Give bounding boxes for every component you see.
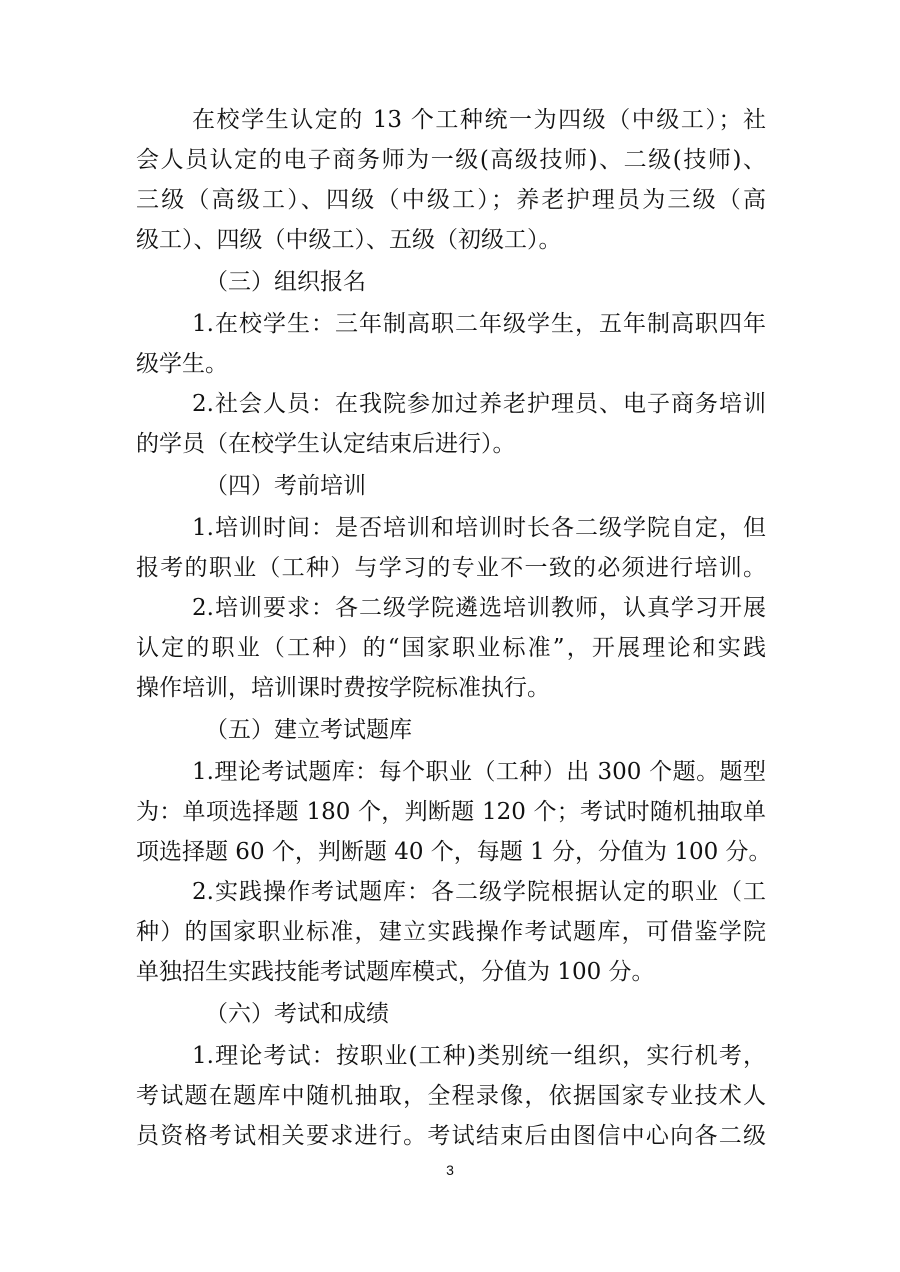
section-heading-6: （六）考试和成绩 xyxy=(205,1001,389,1027)
paragraph-7-line-1: 2.实践操作考试题库：各二级学院根据认定的职业（工 xyxy=(192,879,766,905)
paragraph-5-line-1: 2.培训要求：各二级学院遴选培训教师，认真学习开展 xyxy=(192,595,766,621)
paragraph-3-line-2: 的学员（在校学生认定结束后进行）。 xyxy=(136,431,516,457)
paragraph-8-line-1: 1.理论考试：按职业(工种)类别统一组织，实行机考， xyxy=(192,1043,766,1069)
section-heading-3: （三）组织报名 xyxy=(205,269,366,295)
paragraph-7-line-2: 种）的国家职业标准，建立实践操作考试题库，可借鉴学院 xyxy=(136,919,766,945)
paragraph-7-line-3: 单独招生实践技能考试题库模式，分值为 100 分。 xyxy=(136,959,655,985)
paragraph-1-line-2: 会人员认定的电子商务师为一级(高级技师)、二级(技师)、 xyxy=(136,147,766,173)
section-heading-4: （四）考前培训 xyxy=(205,473,366,499)
paragraph-1-line-1: 在校学生认定的 13 个工种统一为四级（中级工）；社 xyxy=(192,107,766,133)
paragraph-1-line-4: 级工）、四级（中级工）、五级（初级工）。 xyxy=(136,227,562,253)
page-number: 3 xyxy=(446,1162,454,1178)
paragraph-6-line-1: 1.理论考试题库：每个职业（工种）出 300 个题。题型 xyxy=(192,759,766,785)
paragraph-4-line-2: 报考的职业（工种）与学习的专业不一致的必须进行培训。 xyxy=(136,555,766,581)
paragraph-8-line-2: 考试题在题库中随机抽取，全程录像，依据国家专业技术人 xyxy=(136,1083,766,1109)
paragraph-6-line-2: 为：单项选择题 180 个，判断题 120 个；考试时随机抽取单 xyxy=(136,799,766,825)
paragraph-6-line-3: 项选择题 60 个，判断题 40 个，每题 1 分，分值为 100 分。 xyxy=(136,839,772,865)
paragraph-5-line-3: 操作培训，培训课时费按学院标准执行。 xyxy=(136,675,550,701)
paragraph-3-line-1: 2.社会人员：在我院参加过养老护理员、电子商务培训 xyxy=(192,391,766,417)
paragraph-1-line-3: 三级（高级工）、四级（中级工）；养老护理员为三级（高 xyxy=(136,187,766,213)
section-heading-5: （五）建立考试题库 xyxy=(205,717,412,743)
paragraph-2-line-1: 1.在校学生：三年制高职二年级学生，五年制高职四年 xyxy=(192,311,766,337)
paragraph-8-line-3: 员资格考试相关要求进行。考试结束后由图信中心向各二级 xyxy=(136,1123,766,1149)
paragraph-4-line-1: 1.培训时间：是否培训和培训时长各二级学院自定，但 xyxy=(192,515,766,541)
paragraph-2-line-2: 级学生。 xyxy=(136,351,228,377)
paragraph-5-line-2: 认定的职业（工种）的“国家职业标准”，开展理论和实践 xyxy=(136,635,766,661)
